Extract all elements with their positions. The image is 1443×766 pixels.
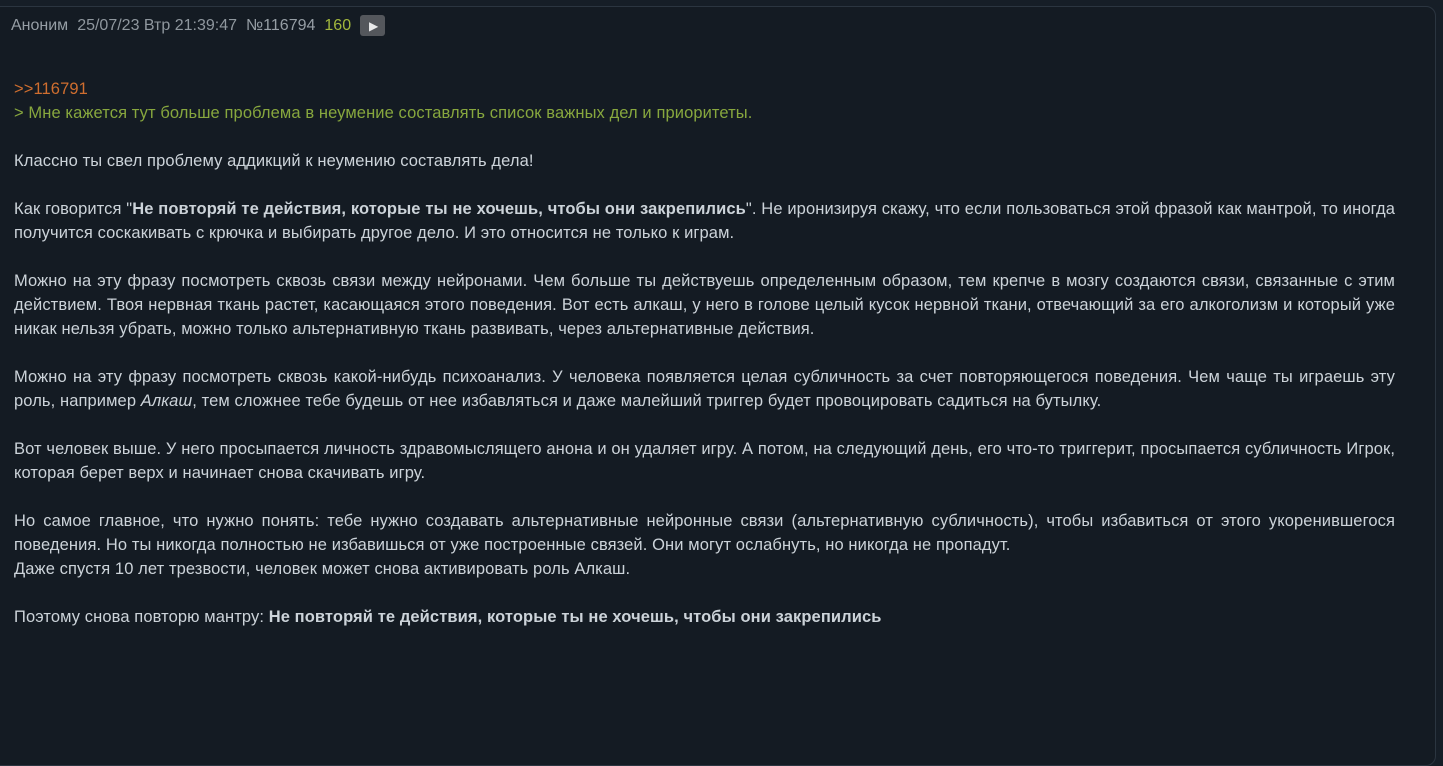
play-icon: ▶ [368,18,379,33]
post-body [11,77,1435,629]
reply-link[interactable]: >>116791 [14,80,88,98]
post-date: 25/07/23 Втр 21:39:47 [77,16,238,34]
post-panel [0,6,1436,766]
post-paragraph: Но самое главное, что нужно понять: тебе нужно создавать альтернативные нейронные связи (альтернативную субличность), чтобы избавиться от этого укоренившегося поведения. Но ты никогда полностью не избавишься от уже построенные связей. Они могут ослабнуть, но никогда не пропадут. Даже спустя 10 лет трезвости, человек может снова активировать роль Алкаш. [14,512,1395,578]
reply-count-link[interactable]: 160 [324,16,352,34]
post-number-link[interactable]: №116794 [246,16,316,34]
post-paragraph: Можно на эту фразу посмотреть сквозь какой-нибудь психоанализ. У человека появляется целая субличность за счет повторяющегося поведения. Чем чаще ты играешь эту роль, например Алкаш, тем сложнее тебе будешь от нее избавляться и даже малейший триггер будет провоцировать садиться на бутылку. [14,368,1395,410]
post-paragraph: Поэтому снова повторю мантру: Не повторяй те действия, которые ты не хочешь, чтобы они закрепились [14,608,882,626]
post-paragraph: Можно на эту фразу посмотреть сквозь связи между нейронами. Чем больше ты действуешь определенным образом, тем крепче в мозгу создаются связи, связанные с этим действием. Твоя нервная ткань растет, касающаяся этого поведения. Вот есть алкаш, у него в голове целый кусок нервной ткани, отвечающий за его алкоголизм и который уже никак нельзя убрать, можно только альтернативную ткань развивать, через альтернативные действия. [14,272,1395,338]
post-paragraph: Как говорится "Не повторяй те действия, которые ты не хочешь, чтобы они закрепились". Не иронизируя скажу, что если пользоваться этой фразой как мантрой, то иногда получится соскакивать с крючка и выбирать другое дело. И это относится не только к играм. [14,200,1395,242]
expand-replies-button[interactable] [360,15,385,36]
greentext-quote: > Мне кажется тут больше проблема в неумение составлять список важных дел и приоритеты. [14,104,753,122]
post-paragraph: Вот человек выше. У него просыпается личность здравомыслящего анона и он удаляет игру. А потом, на следующий день, его что-то триггерит, просыпается субличность Игрок, которая берет верх и начинает снова скачивать игру. [14,440,1395,482]
post-header [11,15,1435,36]
post-paragraph: Классно ты свел проблему аддикций к неумению составлять дела! [14,152,534,170]
poster-name: Аноним [11,16,69,34]
